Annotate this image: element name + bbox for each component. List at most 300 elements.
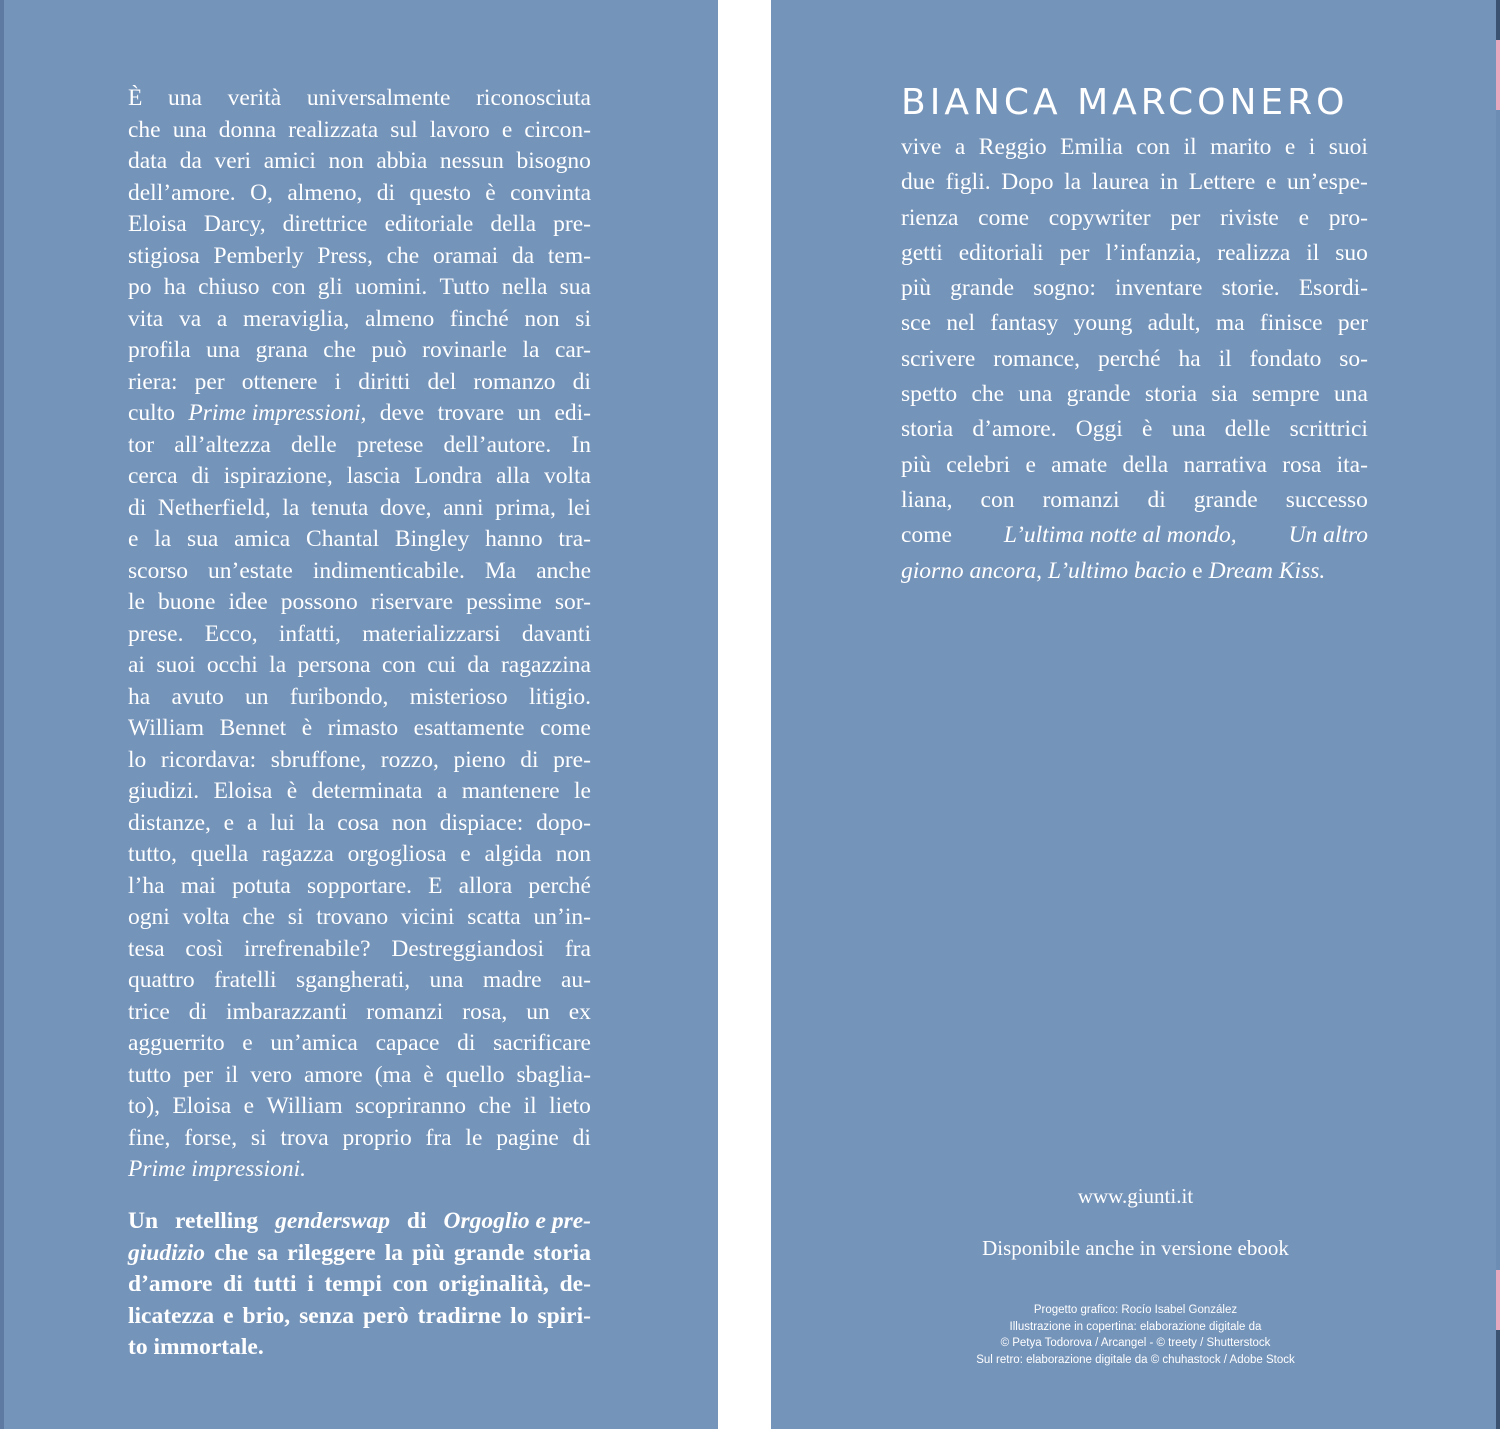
word: di: [572, 1124, 591, 1151]
word: almeno: [365, 305, 435, 332]
book-blurb: [128, 1206, 591, 1364]
word: non: [391, 809, 428, 836]
word: Eloisa: [213, 778, 273, 804]
word: di: [376, 179, 396, 206]
text-line: [901, 554, 1368, 589]
word: e: [243, 1093, 255, 1119]
word: scrivere: [901, 345, 976, 372]
word: l’ha: [128, 872, 165, 899]
word: ragazzina: [500, 652, 591, 678]
word: dell’autore.: [443, 431, 552, 458]
word: meraviglia,: [242, 305, 350, 332]
text-line: [128, 1238, 591, 1270]
word: idee: [228, 589, 268, 615]
word: marito: [1210, 134, 1272, 160]
word: rileggere: [287, 1239, 376, 1266]
word: delle: [1224, 416, 1271, 443]
publisher-website: www.giunti.it: [1077, 1184, 1194, 1208]
word: infatti,: [278, 620, 341, 647]
word: ottenere: [241, 368, 318, 395]
word: Oggi: [1075, 416, 1123, 443]
word: Ecco,: [204, 620, 258, 647]
word: più: [901, 451, 932, 478]
word: suoi: [1328, 134, 1368, 160]
back-flap-right: [771, 0, 1500, 1429]
word: della: [490, 211, 537, 237]
word: lei: [567, 494, 591, 521]
word: e: [501, 116, 513, 143]
word: tesa: [128, 935, 165, 962]
word: romanzi: [1042, 486, 1120, 513]
word: un: [526, 998, 550, 1025]
word: uomini.: [354, 274, 428, 300]
word: di: [1147, 486, 1166, 513]
word: genderswap: [275, 1208, 390, 1234]
word: bisogno: [516, 148, 591, 174]
word: pretese: [356, 431, 424, 458]
word: Lettere: [1188, 169, 1256, 196]
word: Destreggiandosi: [391, 935, 545, 962]
word: è: [286, 778, 298, 804]
word: trovano: [316, 904, 389, 930]
word: che: [242, 904, 275, 930]
word: d’amore.: [972, 416, 1057, 443]
text-line: [901, 165, 1368, 200]
word: di: [572, 368, 591, 395]
word: le: [465, 1124, 483, 1151]
word: to immortale.: [128, 1334, 264, 1360]
word: del: [427, 368, 457, 395]
word: Prime impressioni.: [128, 1156, 306, 1182]
word: un’amica: [270, 1030, 358, 1056]
text-line: [901, 342, 1368, 377]
word: ha: [163, 274, 186, 300]
word: Un: [128, 1208, 159, 1234]
word: sua: [187, 526, 219, 552]
word: Esordi-: [1298, 275, 1368, 302]
word: tempi: [324, 1271, 382, 1297]
word: L’ultimo bacio: [1048, 557, 1187, 584]
word: Ma: [484, 557, 517, 584]
word: tem-: [547, 242, 591, 269]
word: verità: [227, 85, 282, 111]
word: forse,: [184, 1124, 238, 1151]
word: una: [172, 116, 207, 143]
word: sua: [559, 274, 591, 300]
word: riviste: [1220, 204, 1279, 231]
word: indimenticabile.: [312, 557, 465, 584]
word: prima,: [495, 494, 556, 521]
text-line: [901, 306, 1368, 341]
word: fantasy: [990, 310, 1059, 337]
text-line: [901, 448, 1368, 483]
text-line: [128, 619, 591, 651]
word: pieno: [453, 746, 506, 773]
word: scatta: [467, 904, 521, 930]
word: il: [1218, 345, 1232, 372]
word: all’altezza: [174, 431, 271, 458]
word: amici: [263, 148, 316, 174]
word: vive: [901, 134, 942, 160]
text-line: [901, 483, 1368, 518]
word: lo: [510, 1302, 529, 1329]
word: mantenere: [461, 778, 560, 804]
word: Londra: [414, 463, 483, 489]
text-line: [901, 377, 1368, 412]
back-flap-left: [0, 0, 718, 1429]
word: romanzi: [366, 998, 444, 1025]
word: getti: [901, 239, 943, 266]
word: la: [307, 809, 325, 836]
word: dispiace:: [439, 809, 524, 836]
word: editoriale: [384, 211, 474, 237]
word: orgogliosa: [347, 841, 447, 867]
text-line: [901, 271, 1368, 306]
word: lui: [270, 809, 295, 836]
word: grana: [255, 337, 308, 363]
word: liana,: [901, 486, 953, 513]
word: suoi: [156, 652, 196, 678]
word: e: [242, 1030, 253, 1056]
word: ogni: [128, 904, 170, 930]
word: la: [269, 652, 287, 678]
word: Press,: [317, 242, 373, 269]
text-line: [128, 839, 591, 871]
word: più: [412, 1239, 445, 1266]
text-line: [901, 236, 1368, 271]
credit-line: Sul retro: elaborazione digitale da © chuhastock / Adobe Stock: [976, 1353, 1295, 1366]
word: di: [457, 1030, 476, 1056]
word: il: [523, 1093, 537, 1119]
word: della: [1122, 451, 1169, 478]
word: è: [301, 715, 313, 741]
word: come: [540, 715, 591, 741]
word: convinta: [510, 179, 591, 206]
word: data: [128, 148, 168, 174]
word: originalità,: [438, 1271, 549, 1297]
word: Dopo: [1001, 169, 1054, 196]
word: la: [1064, 169, 1082, 196]
word: sgangherati,: [295, 967, 411, 993]
word: Bennet: [219, 715, 287, 741]
word: i: [334, 368, 342, 395]
word: hanno: [485, 526, 543, 552]
word: per: [194, 368, 225, 395]
word: cosa: [337, 809, 380, 836]
word: con: [392, 1271, 428, 1297]
word: che: [478, 1093, 512, 1119]
word: con: [271, 274, 306, 300]
word: per: [1059, 239, 1090, 266]
word: edi-: [554, 400, 591, 426]
word: Eloisa: [172, 1093, 232, 1119]
word: profila: [128, 337, 191, 363]
word: grande: [950, 275, 1015, 302]
text-line: [128, 1028, 591, 1060]
text-line: [128, 1060, 591, 1092]
word: una: [168, 85, 202, 111]
text-line: [128, 1206, 591, 1238]
word: rosa: [1282, 451, 1322, 478]
word: le: [128, 589, 145, 615]
word: lieto: [549, 1093, 591, 1119]
word: che: [323, 337, 356, 363]
word: da: [179, 148, 202, 174]
word: pro-: [1328, 204, 1368, 231]
word: volta: [543, 463, 591, 489]
word: riera:: [128, 368, 178, 395]
book-description: [128, 83, 591, 1186]
word: donna: [218, 116, 277, 143]
word: ha: [1178, 345, 1201, 372]
word: e: [223, 1302, 234, 1329]
word: litigio.: [528, 683, 591, 710]
text-line: [128, 430, 591, 462]
word: veri: [214, 148, 252, 174]
word: così: [185, 935, 224, 962]
word: una: [429, 967, 464, 993]
word: vita: [128, 305, 164, 332]
word: algida: [484, 841, 542, 867]
word: ma: [1215, 310, 1245, 337]
text-line: [128, 241, 591, 273]
word: esattamente: [413, 715, 525, 741]
word: con: [1136, 134, 1171, 160]
word: laurea: [1091, 169, 1150, 196]
word: per: [183, 1061, 214, 1088]
word: e: [1265, 169, 1277, 196]
word: storia: [533, 1239, 591, 1266]
word: rienza: [901, 204, 959, 231]
word: pessime: [466, 589, 542, 615]
word: una: [206, 337, 241, 363]
word: sempre: [1251, 381, 1320, 408]
word: una: [1171, 416, 1206, 443]
word: direttrice: [282, 211, 368, 237]
word: che: [971, 381, 1005, 408]
word: d’amore: [128, 1271, 213, 1297]
text-line: [128, 304, 591, 336]
word: de-: [559, 1271, 591, 1297]
word: è: [423, 1061, 434, 1088]
word: di: [223, 1271, 243, 1297]
word: tutto,: [128, 841, 177, 867]
word: nel: [946, 310, 976, 337]
word: l’infanzia,: [1105, 239, 1202, 266]
word: i: [307, 1271, 314, 1297]
word: alla: [496, 463, 530, 489]
word: Tutto: [439, 274, 490, 300]
text-line: [128, 1269, 591, 1301]
text-line: [128, 461, 591, 493]
word: vicini: [400, 904, 455, 930]
word: è: [485, 179, 496, 206]
word: ai: [128, 652, 145, 678]
word: una: [1334, 381, 1368, 408]
word: per: [1337, 310, 1368, 337]
word: persona: [297, 652, 371, 678]
word: editoriali: [958, 239, 1044, 266]
word: ex: [568, 998, 591, 1025]
word: quello: [445, 1061, 505, 1088]
word: storia: [901, 416, 954, 443]
word: può: [371, 337, 407, 363]
word: scopriranno: [355, 1093, 467, 1119]
text-line: [128, 115, 591, 147]
word: anche: [536, 557, 591, 584]
word: au-: [560, 967, 591, 993]
text-line: [128, 682, 591, 714]
word: e: [1025, 451, 1036, 478]
word: e: [223, 809, 235, 836]
word: sopportare.: [306, 872, 413, 899]
word: rosa,: [462, 998, 508, 1025]
text-line: [128, 902, 591, 934]
word: licatezza: [128, 1302, 215, 1329]
word: più: [901, 275, 932, 302]
word: di: [128, 494, 147, 521]
text-line: [128, 493, 591, 525]
word: quella: [190, 841, 249, 867]
word: è: [1142, 416, 1153, 443]
word: ha: [128, 683, 151, 710]
word: amica: [234, 526, 291, 552]
word: È: [128, 85, 143, 111]
word: cerca: [128, 463, 178, 489]
word: imbarazzanti: [225, 998, 348, 1025]
word: con: [980, 486, 1015, 513]
word: so-: [1339, 345, 1368, 372]
word: inventare: [1115, 275, 1203, 302]
word: a: [246, 809, 258, 836]
word: realizzata: [288, 116, 379, 143]
credit-line: Illustrazione in copertina: elaborazione digitale da: [1009, 1320, 1262, 1333]
word: po: [128, 274, 152, 300]
word: agguerrito: [128, 1030, 225, 1056]
word: diritti: [358, 368, 411, 395]
word: ricordava:: [160, 746, 257, 773]
word: senza: [299, 1302, 354, 1329]
word: pre-: [553, 211, 591, 237]
word: tutto: [128, 1061, 172, 1088]
word: culto: [128, 400, 175, 426]
word: però: [362, 1302, 409, 1329]
word: il: [1183, 134, 1197, 160]
text-line: [128, 650, 591, 682]
text-line: [128, 556, 591, 588]
word: spiri-: [537, 1302, 591, 1329]
text-line: [128, 1301, 591, 1333]
word: to),: [128, 1093, 160, 1119]
word: pagine: [496, 1124, 559, 1151]
word: grande: [1066, 381, 1131, 408]
word: Un altro: [1288, 522, 1368, 549]
text-line: [128, 587, 591, 619]
text-line: [128, 965, 591, 997]
word: fratelli: [213, 967, 277, 993]
word: amore: [304, 1061, 363, 1088]
word: il: [1306, 239, 1320, 266]
word: gli: [317, 274, 343, 300]
word: giudizi.: [128, 778, 200, 804]
left-edge-strip: [0, 0, 4, 1429]
word: di: [188, 998, 207, 1025]
word: scorso: [128, 557, 189, 584]
word: la: [522, 337, 540, 363]
text-line: [128, 146, 591, 178]
word: la: [154, 526, 172, 552]
word: che: [386, 242, 420, 269]
word: abbia: [376, 148, 428, 174]
word: un’in-: [533, 904, 591, 930]
word: una: [1018, 381, 1053, 408]
word: sa: [257, 1239, 279, 1266]
text-line: [128, 997, 591, 1029]
text-line: [128, 871, 591, 903]
word: giorno ancora,: [901, 557, 1042, 584]
word: brio,: [242, 1302, 291, 1329]
word: lavoro: [429, 116, 490, 143]
word: O,: [250, 179, 273, 206]
word: di: [191, 463, 210, 489]
word: un’espe-: [1286, 169, 1368, 196]
word: fra: [425, 1124, 452, 1151]
word: per: [1170, 204, 1201, 231]
word: dell’amore.: [128, 179, 236, 206]
word: a: [436, 778, 448, 804]
text-line: [128, 1332, 591, 1364]
word: che: [214, 1239, 249, 1266]
word: car-: [554, 337, 591, 363]
word: fondato: [1249, 345, 1322, 372]
word: un’estate: [208, 557, 293, 584]
word: e: [128, 526, 139, 552]
word: rozzo,: [380, 746, 439, 773]
word: Bingley: [394, 526, 470, 552]
word: materializzarsi: [362, 620, 501, 647]
word: perché: [1097, 345, 1161, 372]
text-line: [128, 367, 591, 399]
word: retelling: [175, 1208, 259, 1234]
word: madre: [482, 967, 542, 993]
text-line: [128, 1154, 591, 1186]
word: nessun: [439, 148, 504, 174]
word: spetto: [901, 381, 958, 408]
text-line: [128, 178, 591, 210]
word: la: [384, 1239, 403, 1266]
word: distanze,: [128, 809, 211, 836]
word: occhi: [206, 652, 258, 678]
word: allora: [458, 872, 513, 899]
word: non: [328, 148, 364, 174]
word: come: [978, 204, 1030, 231]
word: irrefrenabile?: [244, 935, 371, 962]
word: tutti: [253, 1271, 297, 1297]
word: sia: [1211, 381, 1238, 408]
word: da: [467, 652, 490, 678]
word: le: [574, 778, 591, 804]
word: Netherfield,: [157, 494, 271, 521]
word: sacrificare: [493, 1030, 591, 1056]
word: sul: [390, 116, 418, 143]
word: tor: [128, 431, 155, 458]
word: misterioso: [409, 683, 508, 710]
word: tenuta: [310, 494, 369, 521]
word: a: [954, 134, 966, 160]
text-line: [128, 272, 591, 304]
word: e: [1192, 557, 1203, 584]
word: Darcy,: [203, 211, 266, 237]
